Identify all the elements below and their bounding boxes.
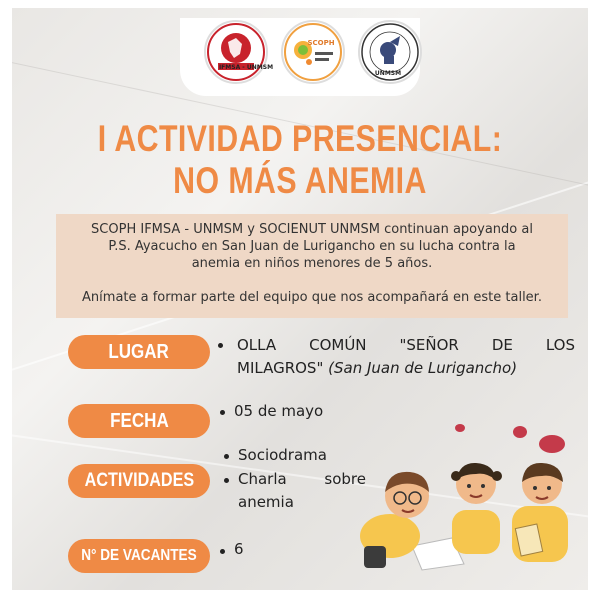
vacantes-bullet <box>220 549 225 554</box>
blood-cell-icon <box>513 426 527 438</box>
description-line-3: anemia en niños menores de 5 años. <box>191 256 433 271</box>
actividades-label: ACTIVIDADES <box>68 464 210 498</box>
lugar-bullet <box>218 343 223 348</box>
lugar-word: OLLA <box>237 336 277 354</box>
lugar-label: LUGAR <box>68 335 210 369</box>
ifmsa-logo-icon <box>206 22 266 82</box>
scoph-logo-icon <box>283 22 343 82</box>
poster-background <box>12 8 588 590</box>
fecha-label: FECHA <box>68 404 210 438</box>
lugar-word: COMÚN <box>309 336 367 354</box>
lugar-value-line-2 <box>237 357 517 379</box>
lugar-word: DE <box>491 336 513 354</box>
vacantes-label: N° DE VACANTES <box>68 539 210 573</box>
actividades-bullet-1 <box>224 454 229 459</box>
description-line-2: P.S. Ayacucho en San Juan de Lurigancho en su lucha contra la <box>108 239 516 254</box>
kid-1-legs <box>364 546 386 568</box>
lugar-value-line-1 <box>237 334 575 356</box>
children-illustration <box>352 418 582 578</box>
description-box <box>56 214 568 318</box>
kid-2-body <box>452 510 500 554</box>
ifmsa-logo-text: IFMSA - UNMSM <box>218 64 274 71</box>
socienut-logo-text: UNMSM <box>374 70 402 77</box>
actividades-item-2-line-2: anemia <box>238 493 294 511</box>
invite-text: Anímate a formar parte del equipo que nos acompañará en este taller. <box>82 290 542 305</box>
lugar-line2-text: MILAGROS" <box>237 359 324 377</box>
lugar-place: (San Juan de Lurigancho) <box>328 359 518 377</box>
title-line-2: NO MÁS ANEMIA <box>173 160 427 201</box>
title-line-1: I ACTIVIDAD PRESENCIAL: <box>97 118 503 159</box>
fecha-bullet <box>220 410 225 415</box>
ifmsa-unmsm-logo <box>204 20 268 84</box>
scoph-logo <box>281 20 345 84</box>
scoph-logo-text: SCOPH <box>307 39 335 47</box>
blood-cell-icon <box>539 435 565 453</box>
blood-cell-icon <box>455 424 465 432</box>
actividades-word: Charla <box>238 470 287 488</box>
actividades-item-2-line-1 <box>238 468 366 490</box>
lugar-word: LOS <box>545 336 575 354</box>
fecha-value: 05 de mayo <box>234 402 324 420</box>
actividades-item-1: Sociodrama <box>238 446 327 464</box>
description-line-1: SCOPH IFMSA - UNMSM y SOCIENUT UNMSM continuan apoyando al <box>91 222 533 237</box>
lugar-word: "SEÑOR <box>399 336 459 354</box>
vacantes-value: 6 <box>234 540 244 558</box>
actividades-bullet-2 <box>224 478 229 483</box>
actividades-word: sobre <box>324 470 366 488</box>
